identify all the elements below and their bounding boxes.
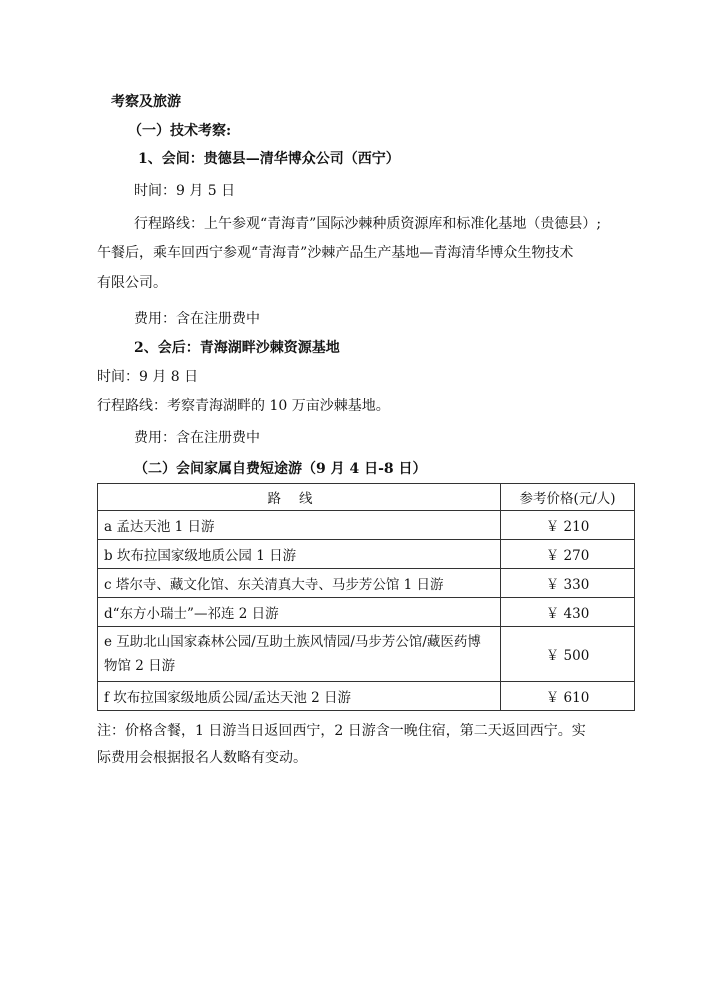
- item1-title: 1、会间：贵德县—清华博众公司（西宁）: [138, 151, 400, 167]
- route-cell: c 塔尔寺、藏文化馆、东关清真大寺、马步芳公馆 1 日游: [98, 569, 501, 598]
- price-cell: ￥ 330: [501, 569, 635, 598]
- route-cell: a 孟达天池 1 日游: [98, 511, 501, 540]
- item2-time: 时间：9 月 8 日: [97, 369, 199, 385]
- table-row: [98, 598, 635, 627]
- route-cell: e 互助北山国家森林公园/互助土族风情园/马步芳公馆/藏医药博物馆 2 日游: [98, 627, 501, 682]
- routes-table: [97, 483, 635, 711]
- table-row: [98, 682, 635, 711]
- table-row: [98, 511, 635, 540]
- table-row: [98, 540, 635, 569]
- route-cell: b 坎布拉国家级地质公园 1 日游: [98, 540, 501, 569]
- price-cell: ￥ 270: [501, 540, 635, 569]
- item2-cost: 费用：含在注册费中: [134, 430, 260, 446]
- item1-route-line3: 有限公司。: [97, 275, 167, 291]
- item1-cost: 费用：含在注册费中: [134, 311, 260, 327]
- section1-title: （一）技术考察:: [128, 123, 232, 139]
- table-header-row: [98, 484, 635, 511]
- heading: 考察及旅游: [111, 94, 181, 110]
- price-cell: ￥ 430: [501, 598, 635, 627]
- price-cell: ￥ 610: [501, 682, 635, 711]
- note-line2: 际费用会根据报名人数略有变动。: [97, 750, 307, 766]
- price-cell: ￥ 210: [501, 511, 635, 540]
- item2-title: 2、会后：青海湖畔沙棘资源基地: [134, 340, 340, 356]
- route-cell: d“东方小瑞士”—祁连 2 日游: [98, 598, 501, 627]
- price-cell: ￥ 500: [501, 627, 635, 682]
- header-route: 路线: [98, 484, 501, 511]
- item1-route-line1: 行程路线：上午参观“青海青”国际沙棘种质资源库和标准化基地（贵德县）;: [134, 216, 602, 232]
- item1-route-line2: 午餐后，乘车回西宁参观“青海青”沙棘产品生产基地—青海清华博众生物技术: [97, 245, 574, 261]
- table-row: [98, 627, 635, 682]
- header-price: 参考价格(元/人): [501, 484, 635, 511]
- item1-time: 时间：9 月 5 日: [134, 183, 236, 199]
- item2-route: 行程路线：考察青海湖畔的 10 万亩沙棘基地。: [97, 398, 390, 414]
- note-line1: 注：价格含餐，1 日游当日返回西宁，2 日游含一晚住宿，第二天返回西宁。实: [97, 723, 586, 739]
- table-row: [98, 569, 635, 598]
- section2-title: （二）会间家属自费短途游（9 月 4 日-8 日）: [134, 461, 427, 477]
- route-cell: f 坎布拉国家级地质公园/孟达天池 2 日游: [98, 682, 501, 711]
